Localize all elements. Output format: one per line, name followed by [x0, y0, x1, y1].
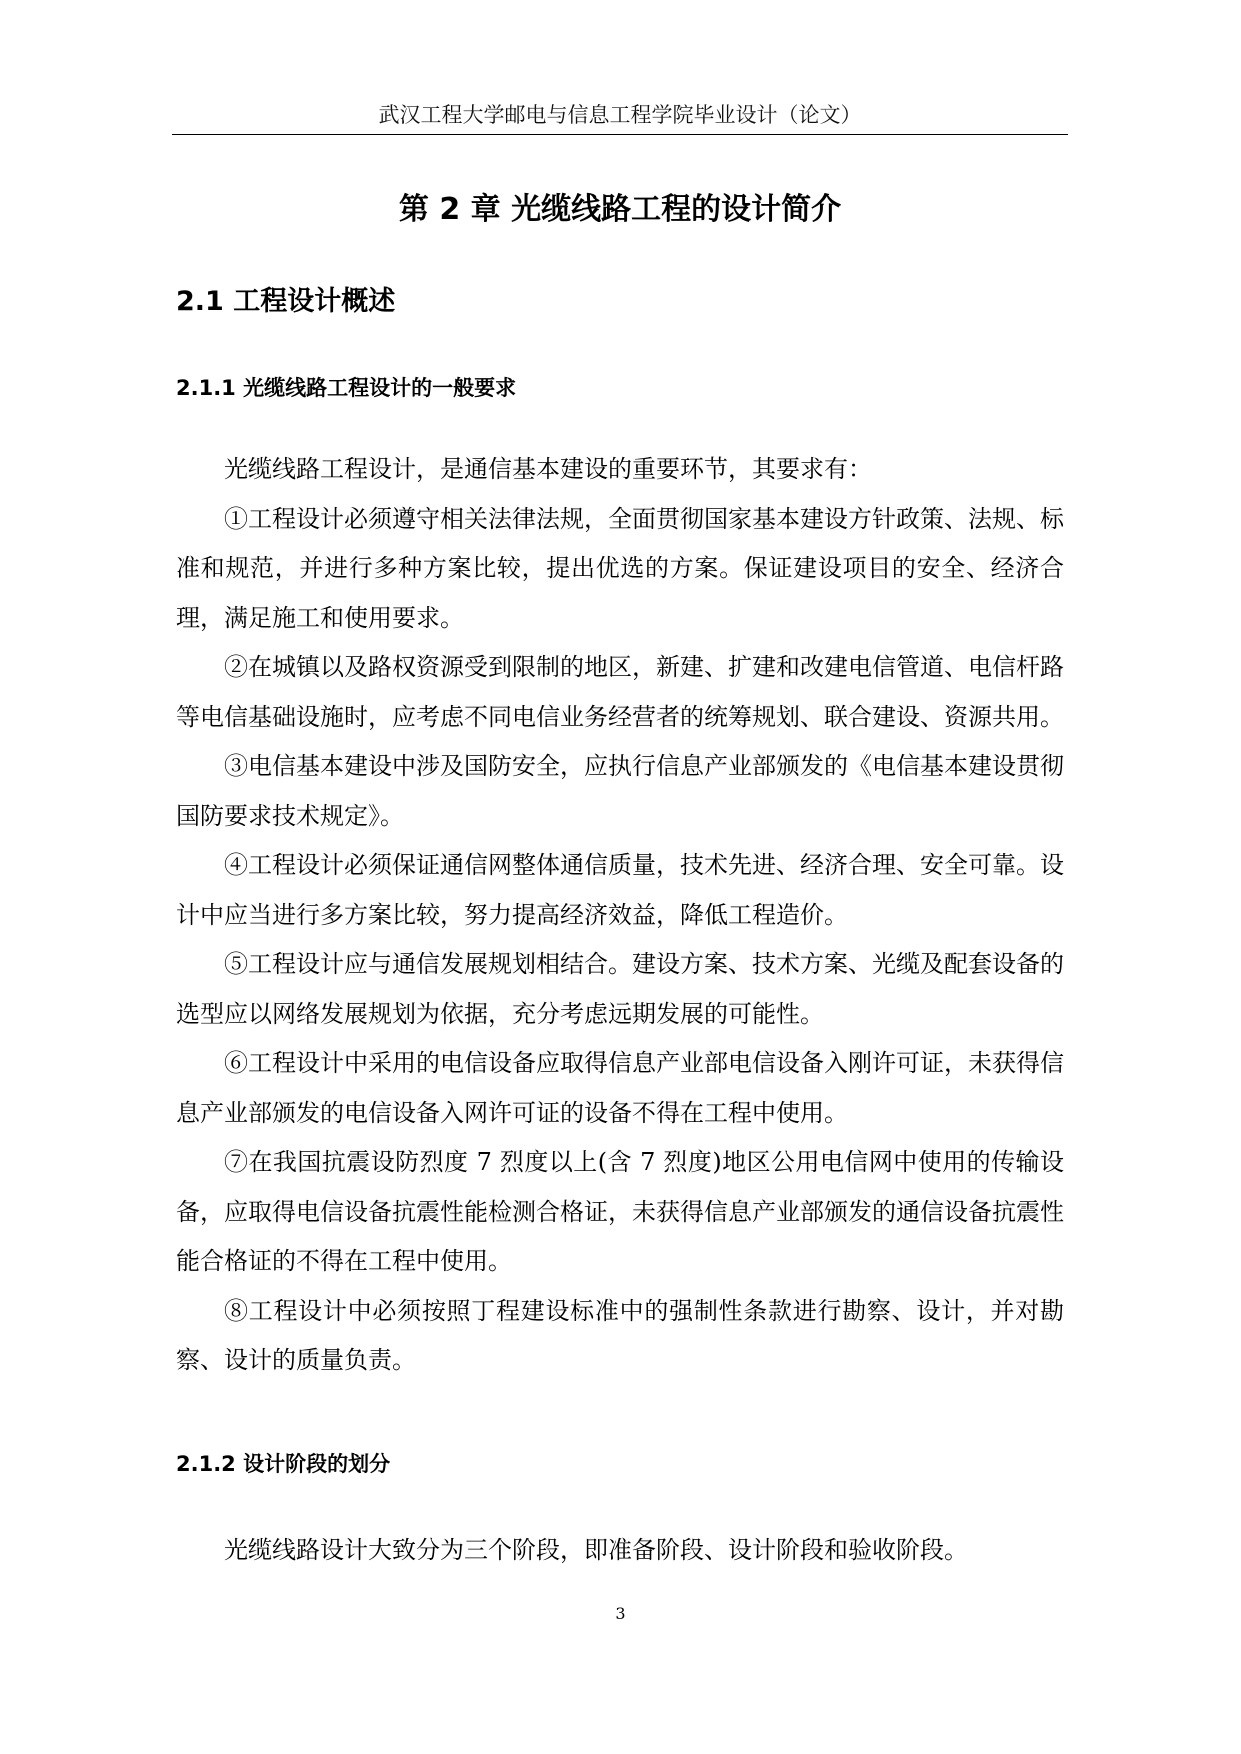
running-header: 武汉工程大学邮电与信息工程学院毕业设计（论文） — [378, 103, 862, 127]
header-rule — [172, 134, 1068, 135]
section-title: 2.1 工程设计概述 — [176, 286, 396, 317]
chapter-title: 第 2 章 光缆线路工程的设计简介 — [398, 192, 842, 227]
subsection-title-2-1-1: 2.1.1 光缆线路工程设计的一般要求 — [176, 376, 517, 400]
subsection-title-2-1-2: 2.1.2 设计阶段的划分 — [176, 1452, 391, 1476]
paragraph-item-8: ⑧工程设计中必须按照丁程建设标准中的强制性条款进行勘察、设计，并对勘察、设计的质量负责。 — [176, 1296, 1064, 1374]
body-text-2-1-1 — [176, 445, 1064, 1386]
paragraph-item-4: ④工程设计必须保证通信网整体通信质量，技术先进、经济合理、安全可靠。设计中应当进行多方案比较，努力提高经济效益，降低工程造价。 — [176, 851, 1064, 929]
paragraph-item-6: ⑥工程设计中采用的电信设备应取得信息产业部电信设备入刚许可证，未获得信息产业部颁发的电信设备入网许可证的设备不得在工程中使用。 — [176, 1049, 1064, 1127]
paragraph-item-7: ⑦在我国抗震设防烈度 7 烈度以上(含 7 烈度)地区公用电信网中使用的传输设备，应取得电信设备抗震性能检测合格证，未获得信息产业部颁发的通信设备抗震性能合格证的不得在工程中使用。 — [176, 1148, 1064, 1275]
paragraph-item-5: ⑤工程设计应与通信发展规划相结合。建设方案、技术方案、光缆及配套设备的选型应以网络发展规划为依据，充分考虑远期发展的可能性。 — [176, 950, 1064, 1028]
paragraph-item-1: ①工程设计必须遵守相关法律法规，全面贯彻国家基本建设方针政策、法规、标准和规范，并进行多种方案比较，提出优选的方案。保证建设项目的安全、经济合理，满足施工和使用要求。 — [176, 504, 1064, 632]
paragraph-intro: 光缆线路工程设计，是通信基本建设的重要环节，其要求有： — [224, 455, 872, 483]
body-text-2-1-2 — [176, 1526, 1064, 1576]
paragraph-design-stages: 光缆线路设计大致分为三个阶段，即准备阶段、设计阶段和验收阶段。 — [224, 1536, 968, 1564]
paragraph-item-3: ③电信基本建设中涉及国防安全，应执行信息产业部颁发的《电信基本建设贯彻国防要求技术规定》。 — [176, 752, 1064, 830]
paragraph-item-2: ②在城镇以及路权资源受到限制的地区，新建、扩建和改建电信管道、电信杆路等电信基础设施时，应考虑不同电信业务经营者的统筹规划、联合建设、资源共用。 — [176, 653, 1064, 731]
page-number: 3 — [615, 1604, 626, 1623]
